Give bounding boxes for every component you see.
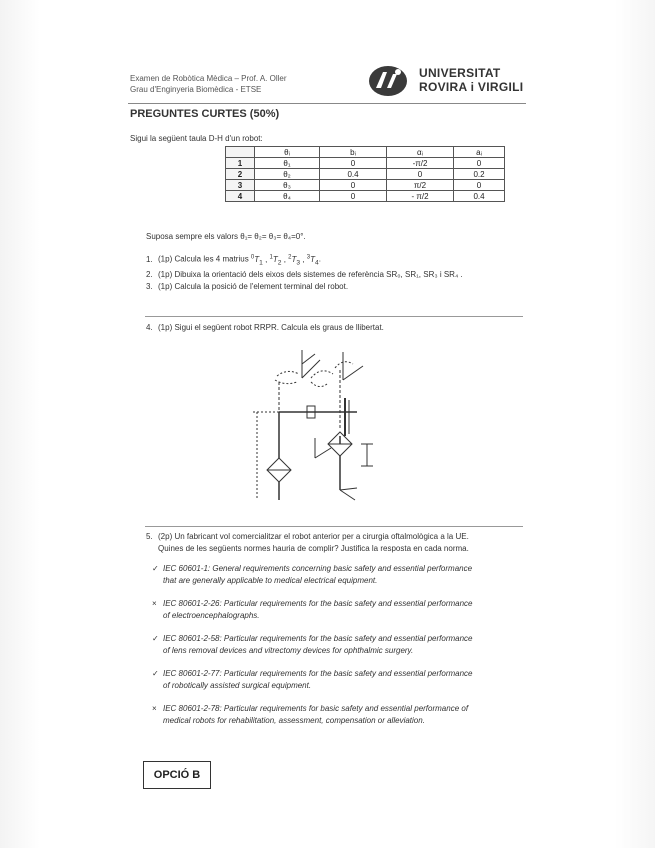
question-number: 5. [146,532,153,541]
transform-matrices: $^0T_1$ , $^1T_2$ , $^2T_3$ , $^3T_4$ [250,254,319,267]
standard-line1 [152,563,532,575]
dh-cell-theta: θ₁ [255,158,320,169]
university-logo-icon [367,64,409,98]
header-divider [128,103,526,104]
question-5-line2: Quines de les següents normes hauria de complir? Justifica la resposta en cada norma. [158,544,469,553]
question-number: 3. [146,282,153,292]
question-2 [146,269,463,281]
question-text: (2p) Un fabricant vol comercialitzar el robot anterior per a cirurgia oftalmològica a la UE. [158,532,469,541]
standard-text: IEC 60601-1: General requirements concerning basic safety and essential performance [163,564,473,573]
standard-item [152,633,532,657]
table-row [226,169,505,180]
check-mark-icon: ✓ [152,634,159,643]
dh-row-index: 3 [226,180,255,191]
dh-row-index: 1 [226,158,255,169]
section-divider [145,526,523,527]
check-mark-icon: ✓ [152,669,159,678]
dh-row-index: 4 [226,191,255,202]
dh-cell-a: 0 [454,180,505,191]
dh-cell-alpha: π/2 [387,180,454,191]
question-text: (1p) Calcula la posició de l'element terminal del robot. [158,282,349,292]
option-label-box: OPCIÓ B [143,761,211,789]
rrpr-robot-diagram [245,340,395,505]
dh-cell-alpha: - π/2 [387,191,454,202]
dh-cell-alpha: -π/2 [387,158,454,169]
standard-line1 [152,703,532,715]
standard-line1 [152,633,532,645]
section-divider [145,316,523,317]
standard-line1 [152,598,532,610]
check-mark-icon: ✓ [152,564,159,573]
standard-text-cont: of electroencephalographs. [163,611,260,620]
table-row [226,180,505,191]
standard-item [152,598,532,622]
dh-cell-b: 0.4 [320,169,387,180]
standard-text-cont: of lens removal devices and vitrectomy devices for ophthalmic surgery. [163,646,414,655]
dh-cell-b: 0 [320,180,387,191]
question-5 [146,531,526,555]
dh-header-a: aᵢ [454,147,505,158]
question-number: 4. [146,323,153,332]
standard-text: IEC 80601-2-58: Particular requirements for the basic safety and essential performance [163,634,473,643]
standard-line1 [152,668,532,680]
standard-text-cont: of robotically assisted surgical equipment. [163,681,312,690]
dh-header-theta: θᵢ [255,147,320,158]
question-number: 1. [146,254,153,264]
standard-text: IEC 80601-2-26: Particular requirements for the basic safety and essential performance [163,599,473,608]
standard-item [152,703,532,727]
dh-header-alpha: αᵢ [387,147,454,158]
dh-corner-cell [226,147,255,158]
table-row [226,191,505,202]
question-1 [146,251,463,269]
dh-row-index: 2 [226,169,255,180]
cross-mark-icon: × [152,704,157,713]
dh-header-b: bᵢ [320,147,387,158]
exam-header-line2: Grau d'Enginyeria Biomèdica - ETSE [130,85,262,94]
cross-mark-icon: × [152,599,157,608]
question-number: 2. [146,270,153,280]
table-row [226,158,505,169]
question-text: (1p) Sigui el següent robot RRPR. Calcula els graus de llibertat. [158,323,384,332]
exam-header [130,73,287,95]
standard-text: IEC 80601-2-78: Particular requirements for basic safety and essential performance of [163,704,469,713]
question-list [146,251,463,293]
question-text: (1p) Calcula les 4 matrius [158,254,251,264]
question-tail: . [318,254,321,264]
section-title: PREGUNTES CURTES (50%) [130,108,280,120]
question-4 [146,323,384,332]
university-name-line2: ROVIRA i VIRGILI [419,80,524,94]
dh-cell-theta: θ₃ [255,180,320,191]
dh-cell-a: 0.2 [454,169,505,180]
question-text: (1p) Dibuixa la orientació dels eixos dels sistemes de referència SR₀, SR₁, SR₃ i SR₄ . [158,270,463,280]
dh-table-header-row [226,147,505,158]
dh-cell-alpha: 0 [387,169,454,180]
dh-table [225,146,505,202]
university-name-line1: UNIVERSITAT [419,66,501,80]
university-name [419,66,523,94]
dh-cell-b: 0 [320,191,387,202]
standard-text: IEC 80601-2-77: Particular requirements for the basic safety and essential performance [163,669,473,678]
standard-text-cont: medical robots for rehabilitation, assessment, compensation or alleviation. [163,716,425,725]
standard-item [152,563,532,587]
dh-cell-a: 0 [454,158,505,169]
standard-item [152,668,532,692]
dh-cell-theta: θ₄ [255,191,320,202]
dh-cell-a: 0.4 [454,191,505,202]
question-5-line1 [146,531,526,543]
dh-cell-theta: θ₂ [255,169,320,180]
question-3 [146,281,463,293]
dh-table-intro: Sigui la següent taula D-H d'un robot: [130,134,263,143]
dh-cell-b: 0 [320,158,387,169]
joint-assumption: Suposa sempre els valors θ₁= θ₂= θ₃= θ₄=0°. [146,232,306,241]
standard-text-cont: that are generally applicable to medical electrical equipment. [163,576,378,585]
exam-header-line1: Examen de Robòtica Mèdica – Prof. A. Oller [130,74,287,83]
